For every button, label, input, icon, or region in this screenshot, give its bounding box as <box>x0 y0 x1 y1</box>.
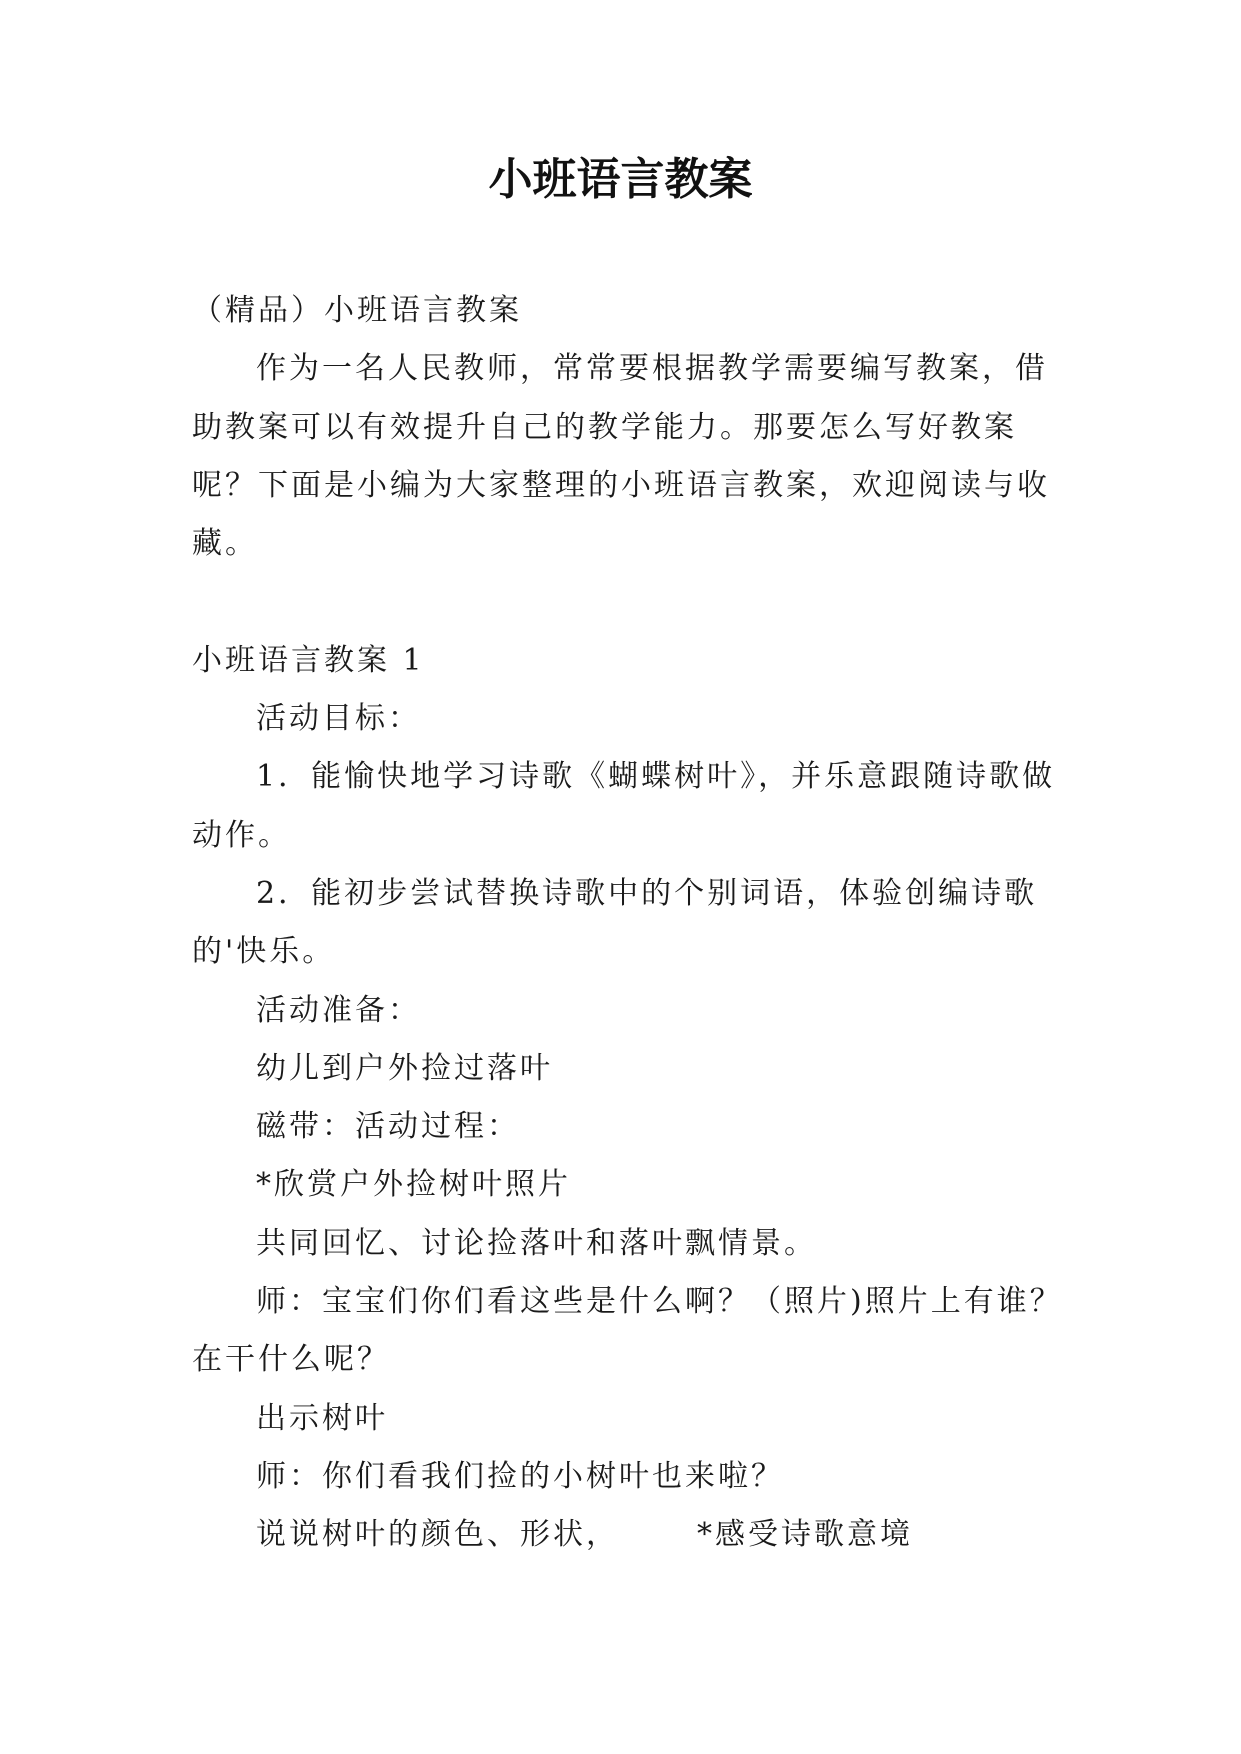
teacher-line: 师：宝宝们你们看这些是什么啊？（照片)照片上有谁？ <box>256 1284 1063 1320</box>
paragraph-spacer <box>192 573 1052 631</box>
intro-paragraph-line: 藏。 <box>192 526 258 562</box>
talk-leaf-text: 说说树叶的颜色、形状， <box>256 1517 619 1553</box>
prep-heading: 活动准备： <box>256 992 421 1028</box>
prep-item: 磁带：活动过程： <box>256 1109 520 1145</box>
intro-paragraph-line: 助教案可以有效提升自己的教学能力。那要怎么写好教案 <box>192 409 1017 445</box>
goal-item-line: 的'快乐。 <box>192 934 336 970</box>
goal-item-line: 动作。 <box>192 817 291 853</box>
teacher-line: 在干什么呢？ <box>192 1342 390 1378</box>
process-step-desc: 共同回忆、讨论捡落叶和落叶飘情景。 <box>256 1225 817 1261</box>
feel-poem-text: *感受诗歌意境 <box>697 1517 913 1553</box>
document-body <box>192 282 1063 1565</box>
goals-heading: 活动目标： <box>256 701 421 737</box>
process-step: *欣赏户外捡树叶照片 <box>256 1167 571 1203</box>
document-subtitle: （精品）小班语言教案 <box>192 293 522 328</box>
prep-item: 幼儿到户外捡过落叶 <box>256 1050 553 1086</box>
goal-item-line: 1．能愉快地学习诗歌《蝴蝶树叶》，并乐意跟随诗歌做 <box>256 759 1056 795</box>
intro-paragraph-line: 作为一名人民教师，常常要根据教学需要编写教案，借 <box>256 351 1048 387</box>
section-heading: 小班语言教案 1 <box>192 642 425 678</box>
process-step: 出示树叶 <box>256 1400 388 1436</box>
process-step-combined <box>192 1506 1052 1564</box>
goal-item-line: 2．能初步尝试替换诗歌中的个别词语，体验创编诗歌 <box>256 875 1038 911</box>
teacher-line: 师：你们看我们捡的小树叶也来啦？ <box>256 1458 784 1494</box>
intro-paragraph-line: 呢？下面是小编为大家整理的小班语言教案，欢迎阅读与收 <box>192 467 1050 503</box>
document-title: 小班语言教案 <box>488 154 753 205</box>
